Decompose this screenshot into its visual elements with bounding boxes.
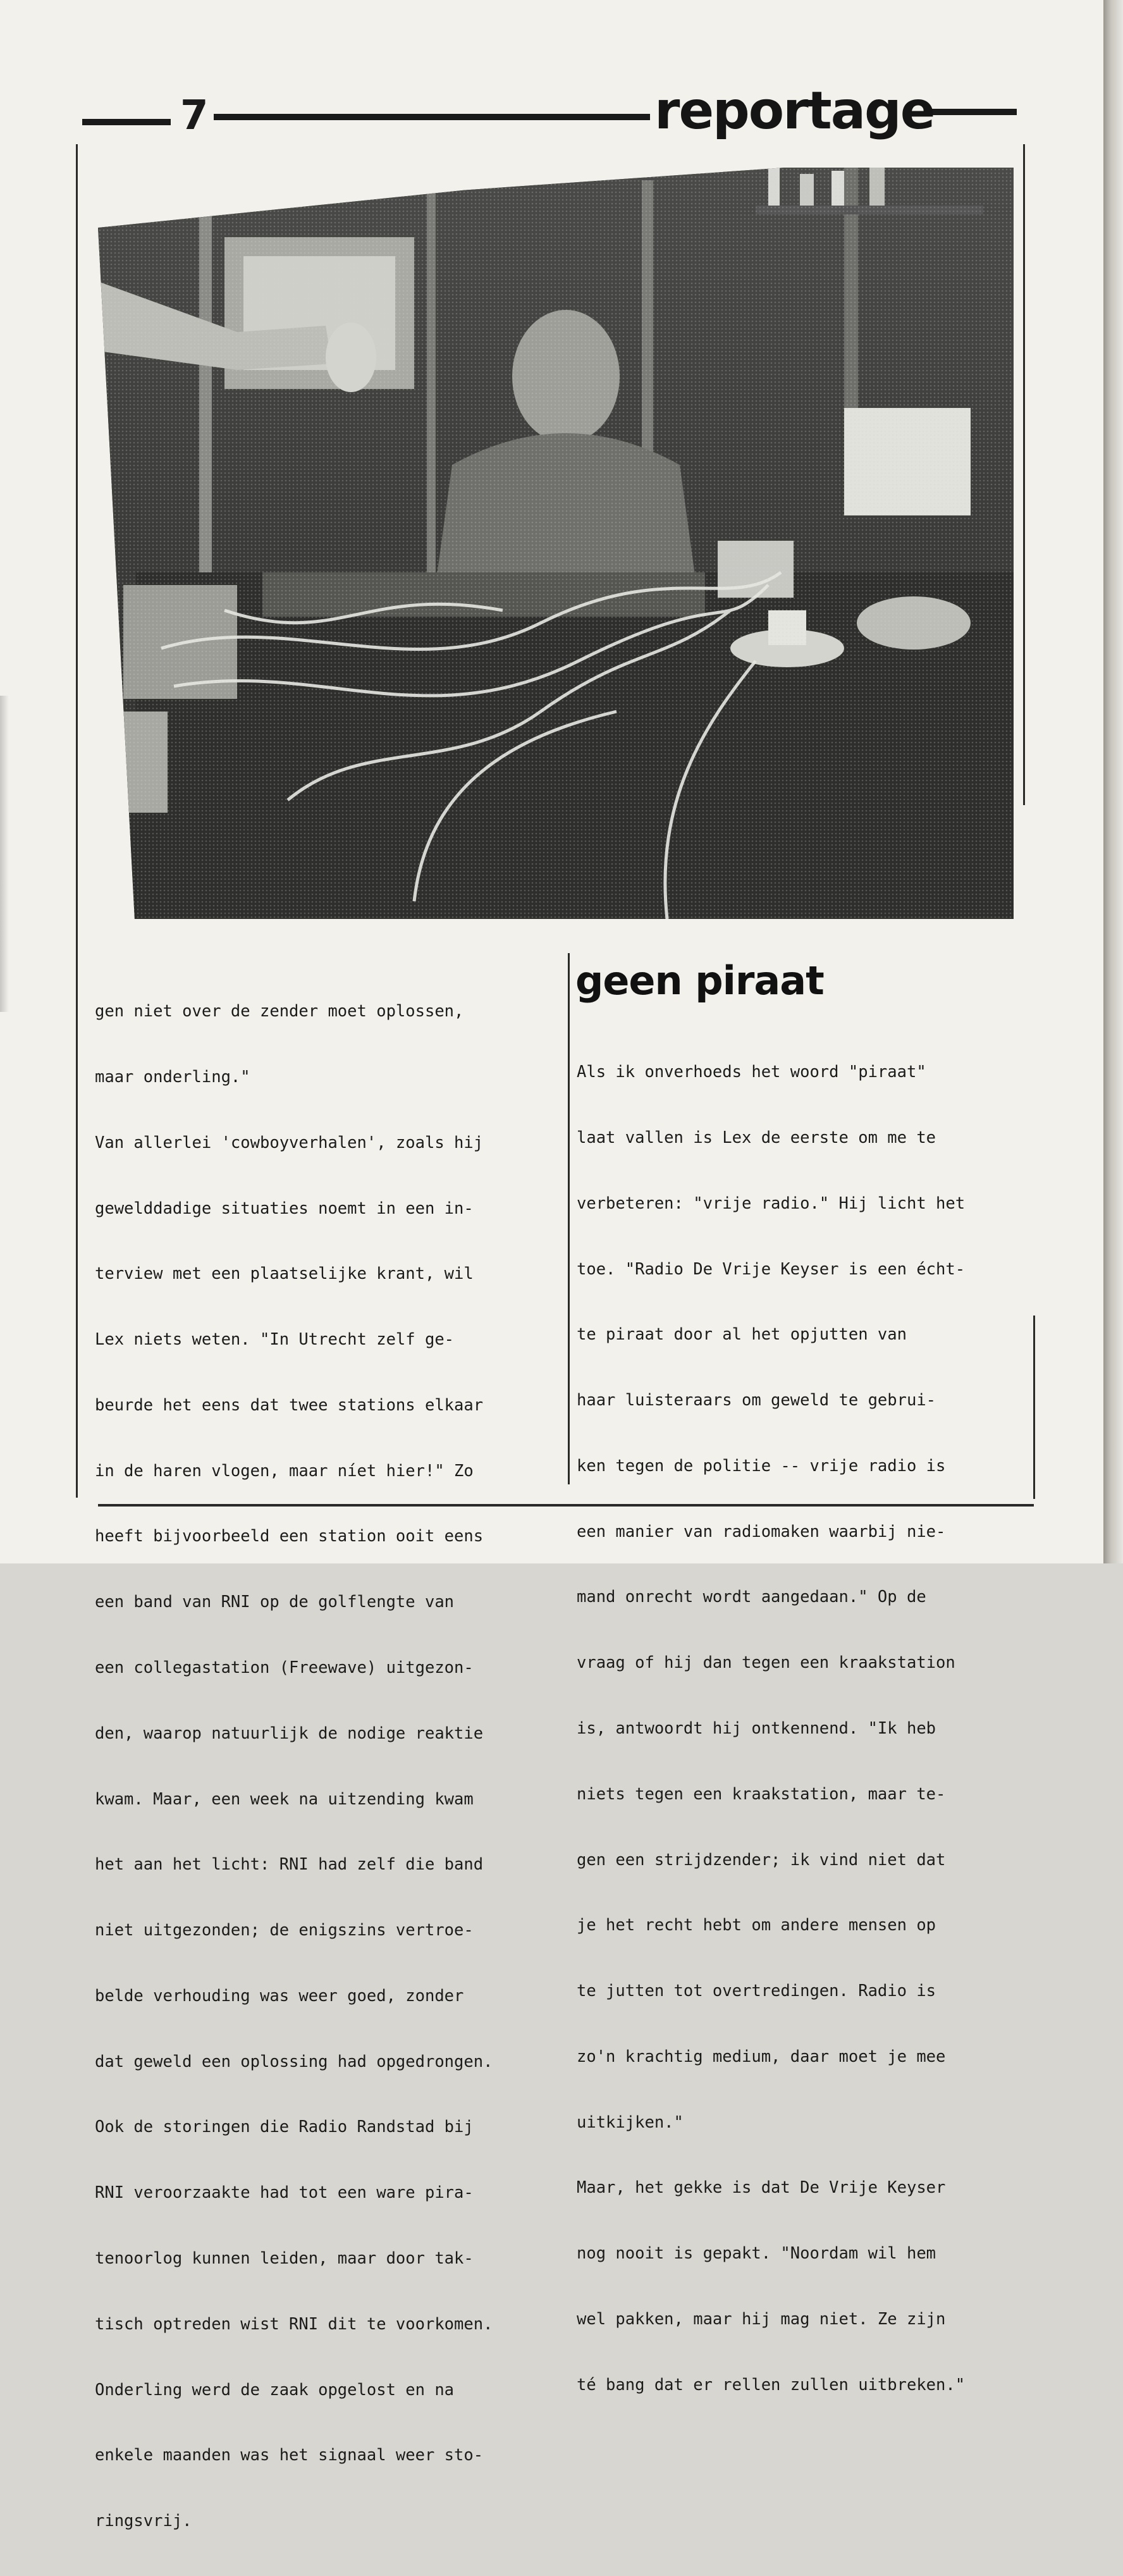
text-line: vraag of hij dan tegen een kraakstation xyxy=(577,1653,955,1673)
text-line: beurde het eens dat twee stations elkaar xyxy=(95,1395,484,1415)
text-line: heeft bijvoorbeeld een station ooit eens xyxy=(95,1527,484,1546)
text-line: verbeteren: "vrije radio." Hij licht het xyxy=(577,1193,966,1213)
text-line: Als ik onverhoeds het woord "piraat" xyxy=(577,1063,926,1082)
text-line: den, waarop natuurlijk de nodige reaktie xyxy=(95,1723,484,1743)
text-line: te piraat door al het opjutten van xyxy=(577,1325,907,1345)
text-line: Maar, het gekke is dat De Vrije Keyser xyxy=(577,2178,946,2198)
page-fold-edge xyxy=(1103,0,1123,1563)
text-line: niets tegen een kraakstation, maar te- xyxy=(577,1784,946,1804)
header-rule-left xyxy=(82,119,171,125)
text-line: dat geweld een oplossing had opgedrongen. xyxy=(95,2052,493,2071)
text-line: maar onderling." xyxy=(95,1067,250,1087)
header-rule-middle xyxy=(214,114,650,120)
text-line: té bang dat er rellen zullen uitbreken." xyxy=(577,2375,966,2394)
text-line: RNI veroorzaakte had tot een ware pira- xyxy=(95,2183,474,2203)
text-line: tenoorlog kunnen leiden, maar door tak- xyxy=(95,2249,474,2269)
text-line: enkele maanden was het signaal weer sto- xyxy=(95,2446,484,2465)
text-line: uitkijken." xyxy=(577,2112,684,2132)
header-rule-right xyxy=(930,109,1017,115)
text-line: gewelddadige situaties noemt in een in- xyxy=(95,1199,474,1218)
scan-shadow xyxy=(0,696,9,1012)
section-title: reportage xyxy=(654,81,935,141)
text-line: toe. "Radio De Vrije Keyser is een écht- xyxy=(577,1259,966,1279)
text-line: haar luisteraars om geweld te gebrui- xyxy=(577,1391,936,1410)
text-line: nog nooit is gepakt. "Noordam wil hem xyxy=(577,2244,936,2264)
text-line: belde verhouding was weer goed, zonder xyxy=(95,1986,464,2006)
text-line: kwam. Maar, een week na uitzending kwam xyxy=(95,1789,474,1809)
text-line: een band van RNI op de golflengte van xyxy=(95,1593,455,1612)
article-right-column xyxy=(577,1018,1019,2440)
text-line: je het recht hebt om andere mensen op xyxy=(577,1916,936,1935)
article-left-column xyxy=(95,957,566,2576)
text-line: een collegastation (Freewave) uitgezon- xyxy=(95,1658,474,1677)
text-line: ringsvrij. xyxy=(95,2511,192,2531)
text-line: gen een strijdzender; ik vind niet dat xyxy=(577,1850,946,1870)
text-line: tisch optreden wist RNI dit te voorkomen. xyxy=(95,2314,493,2334)
text-line: niet uitgezonden; de enigszins vertroe- xyxy=(95,1921,474,1940)
text-line: mand onrecht wordt aangedaan." Op de xyxy=(577,1587,926,1607)
text-line: een manier van radiomaken waarbij nie- xyxy=(577,1522,946,1541)
radio-studio-photo xyxy=(98,168,1014,919)
frame-right-line xyxy=(1023,144,1025,805)
text-line: in de haren vlogen, maar níet hier!" Zo xyxy=(95,1461,474,1481)
text-line: zo'n krachtig medium, daar moet je mee xyxy=(577,2047,946,2066)
text-line: is, antwoordt hij ontkennend. "Ik heb xyxy=(577,1719,936,1738)
text-line: Onderling werd de zaak opgelost en na xyxy=(95,2380,455,2400)
text-line: laat vallen is Lex de eerste om me te xyxy=(577,1128,936,1147)
text-line: terview met een plaatselijke krant, wil xyxy=(95,1264,474,1284)
text-line: Van allerlei 'cowboyverhalen', zoals hij xyxy=(95,1133,484,1152)
text-line: het aan het licht: RNI had zelf die band xyxy=(95,1855,484,1875)
text-line: gen niet over de zender moet oplossen, xyxy=(95,1002,464,1021)
column-divider xyxy=(568,953,570,1484)
frame-right-line-lower xyxy=(1033,1316,1035,1499)
text-line: wel pakken, maar hij mag niet. Ze zijn xyxy=(577,2310,946,2329)
page-number: 7 xyxy=(180,92,209,139)
text-line: ken tegen de politie -- vrije radio is xyxy=(577,1456,946,1476)
text-line: Ook de storingen die Radio Randstad bij xyxy=(95,2117,474,2137)
text-line: Lex niets weten. "In Utrecht zelf ge- xyxy=(95,1330,455,1350)
frame-left-line xyxy=(76,144,78,1498)
subheading: geen piraat xyxy=(575,958,824,1004)
text-line: te jutten tot overtredingen. Radio is xyxy=(577,1981,936,2001)
